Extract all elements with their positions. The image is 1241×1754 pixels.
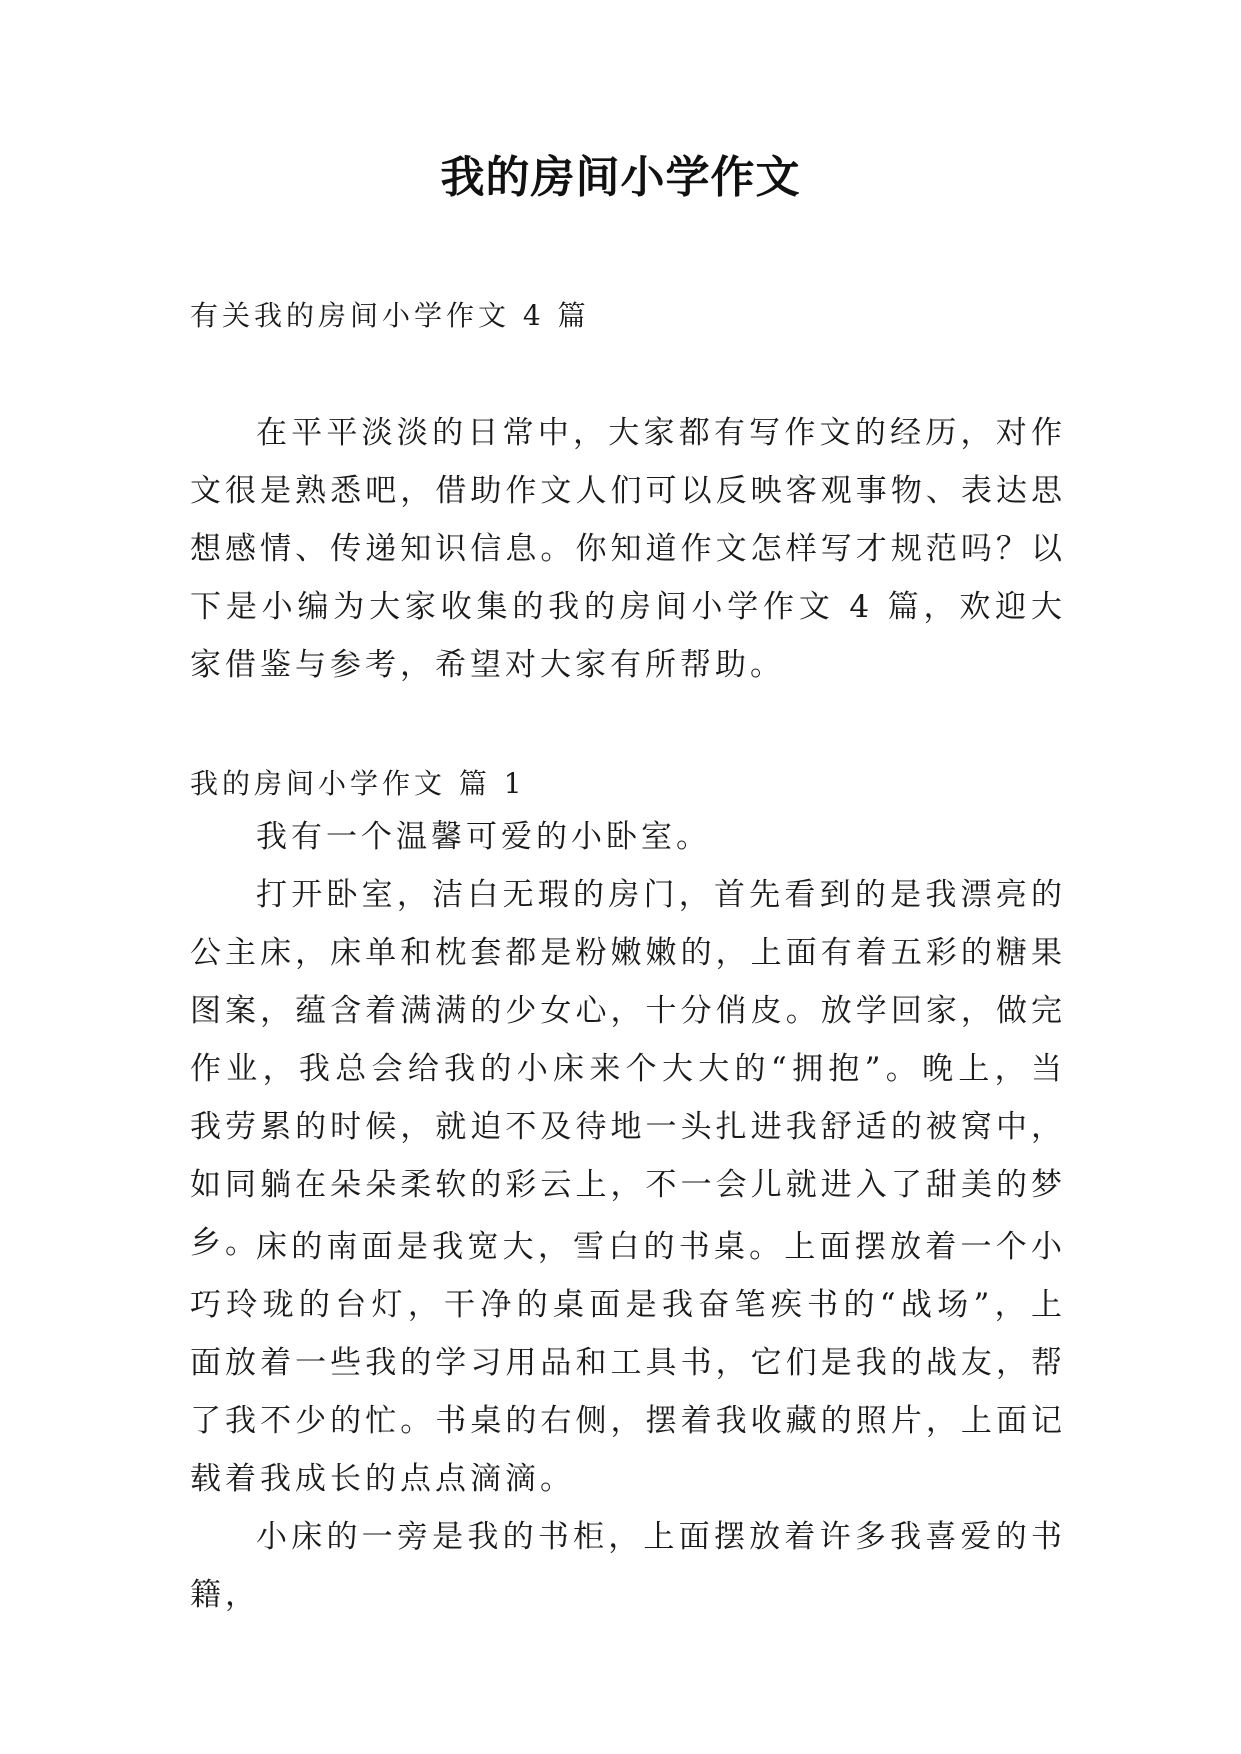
page-title: 我的房间小学作文 bbox=[440, 152, 801, 203]
body-paragraph: 打开卧室，洁白无瑕的房门，首先看到的是我漂亮的公主床，床单和枕套都是粉嫩嫩的，上面有着五彩的糖果图案，蕴含着满满的少女心，十分俏皮。放学回家，做完作业，我总会给我的小床来个大大的“拥抱”。晚上，当我劳累的时候，就迫不及待地一头扎进我舒适的被窝中，如同躺在朵朵柔软的彩云上，不一会儿就进入了甜美的梦乡。 bbox=[190, 877, 1066, 1261]
body-paragraph: 我有一个温馨可爱的小卧室。 bbox=[256, 819, 711, 855]
section-heading: 我的房间小学作文 篇 1 bbox=[190, 767, 526, 800]
body-paragraph: 床的南面是我宽大，雪白的书桌。上面摆放着一个小巧玲珑的台灯，干净的桌面是我奋笔疾书的“战场”，上面放着一些我的学习用品和工具书，它们是我的战友，帮了我不少的忙。书桌的右侧，摆着我收藏的照片，上面记载着我成长的点点滴滴。 bbox=[190, 1229, 1066, 1497]
body-paragraph: 小床的一旁是我的书柜，上面摆放着许多我喜爱的书籍， bbox=[190, 1519, 1066, 1613]
intro-paragraph: 在平平淡淡的日常中，大家都有写作文的经历，对作文很是熟悉吧，借助作文人们可以反映客观事物、表达思想感情、传递知识信息。你知道作文怎样写才规范吗？以下是小编为大家收集的我的房间小学作文 4 篇，欢迎大家借鉴与参考，希望对大家有所帮助。 bbox=[190, 415, 1066, 683]
document-subtitle: 有关我的房间小学作文 4 篇 bbox=[190, 299, 590, 332]
